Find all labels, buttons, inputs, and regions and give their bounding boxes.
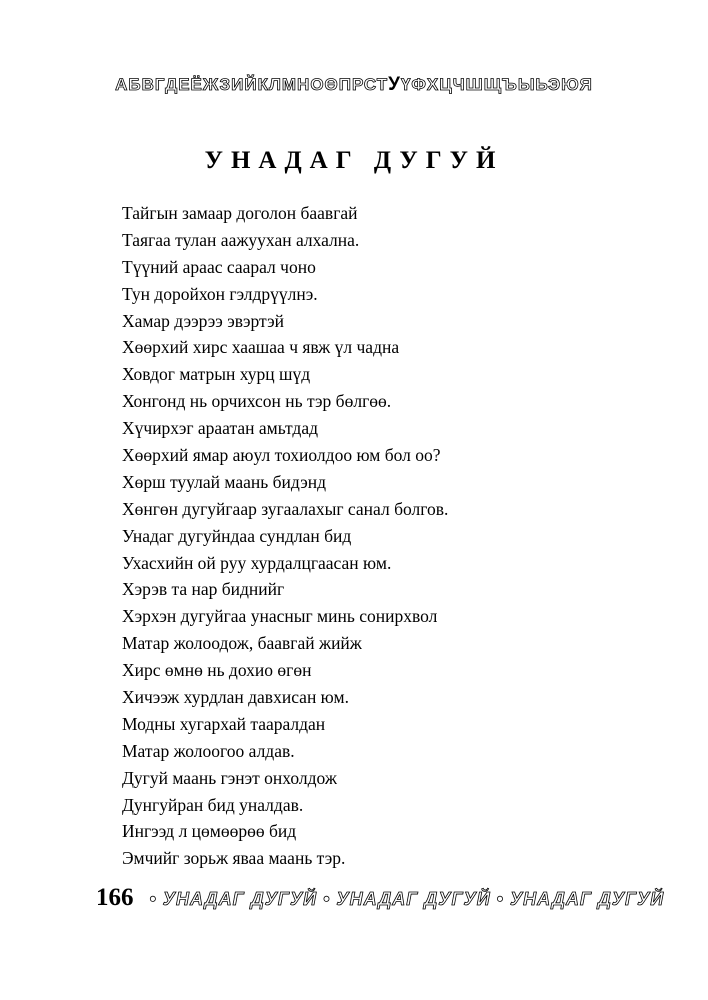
page-footer [96,884,664,912]
running-title: • УНАДАГ ДУГУЙ • УНАДАГ ДУГУЙ • УНАДАГ ДУГУЙ [149,889,665,909]
poem-line: Хэрхэн дугуйгаа унасныг минь сонирхвол [122,606,438,627]
poem-line: Матар жолоодож, баавгай жийж [122,633,362,654]
page-number: 166 [96,884,134,911]
poem-line: Хамар дээрээ эвэртэй [122,310,284,331]
poem-line: Хөөрхий ямар аюул тохиолдоо юм бол оо? [122,445,441,466]
poem-line: Хөнгөн дугуйгаар зугаалахыг санал болгов. [122,498,449,519]
poem-line: Таягаа тулан аажуухан алхална. [122,229,360,250]
alphabet-highlight: У [388,74,401,95]
alphabet-before: АБВГДЕЁЖЗИЙКЛМНОӨПРСТ [115,75,389,94]
poem-body [122,200,642,872]
poem-line: Тун доройхон гэлдрүүлнэ. [122,283,318,304]
poem-line: Тайгын замаар доголон баавгай [122,203,358,223]
poem-line: Матар жолоогоо алдав. [122,740,295,761]
poem-line: Ухасхийн ой руу хурдалцгаасан юм. [122,552,392,573]
poem-line: Хөрш туулай маань бидэнд [122,471,326,492]
alphabet-header [0,74,708,96]
poem-line: Дунгуйран бид уналдав. [122,794,304,815]
poem-line: Унадаг дугуйндаа сундлан бид [122,525,352,546]
poem-line: Хонгонд нь орчихсон нь тэр бөлгөө. [122,391,392,412]
poem-line: Хирс өмнө нь дохио өгөн [122,660,312,681]
alphabet-after: ҮФХЦЧШЩЪЫЬЭЮЯ [400,75,593,94]
poem-title: УНАДАГ ДУГУЙ [204,147,504,174]
poem-line: Ингээд л цөмөөрөө бид [122,821,297,842]
poem-line: Хүчирхэг араатан амьтдад [122,418,319,439]
poem-line: Хөөрхий хирс хаашаа ч явж үл чадна [122,337,400,358]
poem-line: Ховдог матрын хурц шүд [122,364,311,385]
poem-line: Модны хугархай тааралдан [122,713,326,734]
poem-line: Эмчийг зорьж яваа маань тэр. [122,848,346,869]
poem-line: Дугуй маань гэнэт онхолдож [122,767,337,788]
poem-line: Хэрэв та нар биднийг [122,579,285,600]
poem-line: Хичээж хурдлан давхисан юм. [122,687,349,708]
poem-line: Түүний араас саарал чоно [122,256,316,277]
